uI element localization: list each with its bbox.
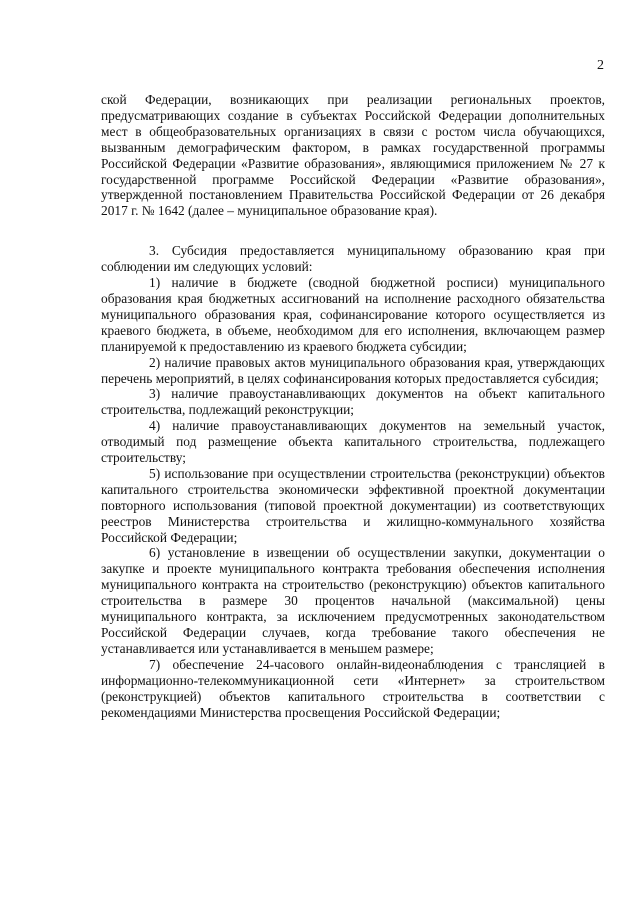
condition-item-1: 1) наличие в бюджете (сводной бюджетной росписи) муниципального образования края бюджетных ассигнований на исполнение расходного обязательства муниципального образования края, софинансирование которого осуществляется из краевого бюджета, в объеме, необходимом для его исполнения, включающем размер планируемой к предоставлению из краевого бюджета субсидии; xyxy=(101,275,605,354)
document-body xyxy=(101,92,605,720)
condition-item-7: 7) обеспечение 24-часового онлайн-видеонаблюдения с трансляцией в информационно-телекоммуникационной сети «Интернет» за строительством (реконструкцией) объектов капитального строительства в соответствии с рекомендациями Министерства просвещения Российской Федерации; xyxy=(101,656,605,720)
condition-item-5: 5) использование при осуществлении строительства (реконструкции) объектов капитального строительства экономически эффективной проектной документации повторного использования (типовой проектной документации) из соответствующих реестров Министерства строительства и жилищно-коммунального хозяйства Российской Федерации; xyxy=(101,465,605,545)
condition-item-4: 4) наличие правоустанавливающих документов на земельный участок, отводимый под размещение объекта капитального строительства, подлежащего строительству; xyxy=(101,418,605,466)
section-3-heading: 3. Субсидия предоставляется муниципальному образованию края при соблюдении им следующих условий: xyxy=(101,243,605,275)
condition-item-2: 2) наличие правовых актов муниципального образования края, утверждающих перечень мероприятий, в целях софинансирования которых предоставляется субсидия; xyxy=(101,354,605,386)
condition-item-3: 3) наличие правоустанавливающих документов на объект капитального строительства, подлежащий реконструкции; xyxy=(101,386,605,418)
condition-item-6: 6) установление в извещении об осуществлении закупки, документации о закупке и проекте муниципального контракта требования обеспечения исполнения муниципального контракта на строительство (реконструкцию) объектов капитального строительства в размере 30 процентов начальной (максимальной) цены муниципального контракта, за исключением предусмотренных законодательством Российской Федерации случаев, когда требование такого обеспечения не устанавливается или устанавливается в меньшем размере; xyxy=(101,545,605,656)
page-number: 2 xyxy=(597,58,604,73)
intro-paragraph: ской Федерации, возникающих при реализации региональных проектов, предусматривающих создание в субъектах Российской Федерации дополнительных мест в общеобразовательных организациях в связи с ростом числа обучающихся, вызванным демографическим фактором, в рамках государственной программы Российской Федерации «Развитие образования», являющимися приложением № 27 к государственной программе Российской Федерации «Развитие образования», утвержденной постановлением Правительства Российской Федерации от 26 декабря 2017 г. № 1642 (далее – муниципальное образование края). xyxy=(101,92,605,219)
